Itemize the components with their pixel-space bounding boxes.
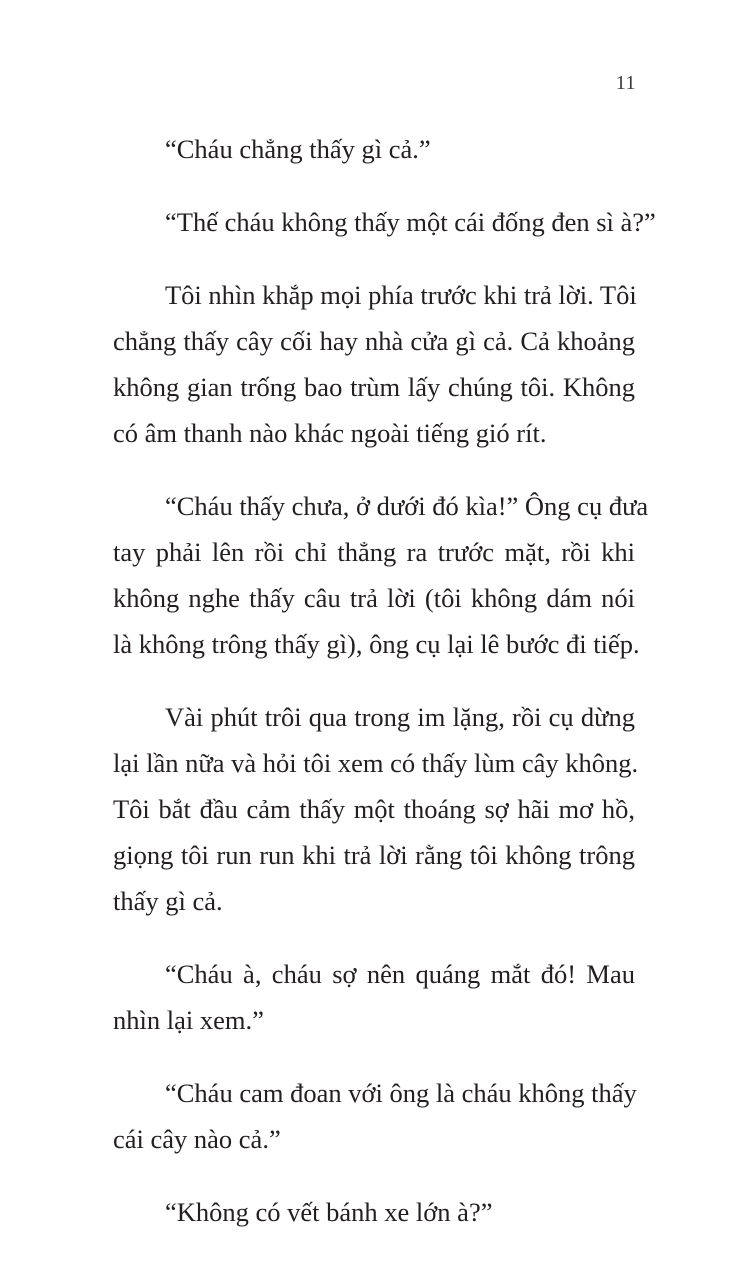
text-line: “Thế cháu không thấy một cái đống đen sì à?”	[165, 207, 656, 237]
text-line: “Cháu thấy chưa, ở dưới đó kìa!” Ông cụ đưa	[165, 491, 649, 521]
paragraph-5	[113, 694, 639, 924]
text-line: nhìn lại xem.”	[113, 1005, 264, 1035]
paragraph-3	[113, 272, 635, 456]
paragraph-8	[113, 1189, 635, 1235]
text-line: tay phải lên rồi chỉ thẳng ra trước mặt, rồi khi	[113, 537, 635, 567]
text-line: không nghe thấy câu trả lời (tôi không dám nói	[113, 583, 635, 613]
text-line: chẳng thấy cây cối hay nhà cửa gì cả. Cả khoảng	[113, 326, 635, 356]
text-line: Tôi bắt đầu cảm thấy một thoáng sợ hãi mơ hồ,	[113, 794, 635, 824]
text-line: “Cháu à, cháu sợ nên quáng mắt đó! Mau	[165, 959, 635, 989]
text-line: Vài phút trôi qua trong im lặng, rồi cụ dừng	[165, 702, 635, 732]
text-line: là không trông thấy gì), ông cụ lại lê bước đi tiếp.	[113, 629, 640, 659]
text-line: Tôi nhìn khắp mọi phía trước khi trả lời. Tôi	[165, 280, 637, 310]
paragraph-1	[113, 126, 635, 172]
text-line: thấy gì cả.	[113, 886, 223, 916]
paragraph-7	[113, 1070, 635, 1162]
paragraph-4	[113, 483, 649, 667]
text-line: lại lần nữa và hỏi tôi xem có thấy lùm cây không.	[113, 748, 639, 778]
text-line: giọng tôi run run khi trả lời rằng tôi không trông	[113, 840, 635, 870]
paragraph-6	[113, 951, 635, 1043]
text-line: không gian trống bao trùm lấy chúng tôi. Không	[113, 372, 635, 402]
text-line: “Cháu cam đoan với ông là cháu không thấy	[165, 1078, 637, 1108]
body-text	[113, 126, 656, 1262]
text-line: có âm thanh nào khác ngoài tiếng gió rít.	[113, 418, 547, 448]
text-line: cái cây nào cả.”	[113, 1124, 281, 1154]
text-line: “Cháu chẳng thấy gì cả.”	[165, 134, 431, 164]
page-number: 11	[615, 72, 636, 94]
text-line: “Không có vết bánh xe lớn à?”	[165, 1197, 493, 1227]
paragraph-2	[113, 199, 656, 245]
